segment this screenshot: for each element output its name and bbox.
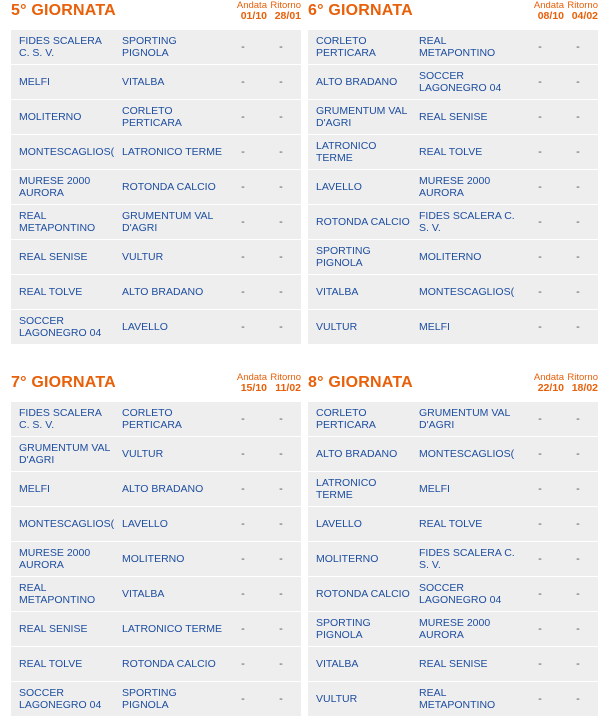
away-team[interactable]: LATRONICO TERME bbox=[122, 145, 222, 158]
round-title: 7° GIORNATA bbox=[11, 374, 116, 391]
leg-dates bbox=[530, 372, 598, 394]
home-team[interactable]: VULTUR bbox=[316, 692, 358, 705]
ritorno-score: - bbox=[279, 76, 283, 88]
home-team[interactable]: VITALBA bbox=[316, 285, 359, 298]
home-team[interactable]: ALTO BRADANO bbox=[316, 75, 398, 88]
ritorno-date: 04/02 bbox=[571, 10, 598, 22]
andata-score: - bbox=[538, 76, 542, 88]
andata-column bbox=[530, 372, 564, 394]
ritorno-column bbox=[564, 372, 598, 394]
match-row[interactable] bbox=[308, 472, 598, 507]
match-row[interactable] bbox=[308, 437, 598, 472]
ritorno-date: 28/01 bbox=[274, 10, 301, 22]
ritorno-score: - bbox=[576, 448, 580, 460]
away-team[interactable]: ALTO BRADANO bbox=[122, 285, 204, 298]
ritorno-score: - bbox=[279, 518, 283, 530]
match-list bbox=[11, 402, 301, 717]
andata-score: - bbox=[241, 553, 245, 565]
home-team[interactable]: REAL TOLVE bbox=[19, 285, 83, 298]
away-team[interactable]: MOLITERNO bbox=[419, 250, 482, 263]
match-row[interactable] bbox=[11, 647, 301, 682]
home-team[interactable]: GRUMENTUM VAL D'AGRI bbox=[19, 441, 111, 466]
home-team[interactable]: SOCCER LAGONEGRO 04 bbox=[19, 686, 102, 711]
ritorno-score: - bbox=[279, 413, 283, 425]
ritorno-column bbox=[564, 0, 598, 22]
away-team[interactable]: SOCCER LAGONEGRO 04 bbox=[419, 581, 502, 606]
andata-score: - bbox=[538, 181, 542, 193]
away-team[interactable]: MURESE 2000 AURORA bbox=[419, 616, 491, 641]
home-team[interactable]: LAVELLO bbox=[316, 517, 362, 530]
away-team[interactable]: REAL METAPONTINO bbox=[419, 686, 496, 711]
andata-score: - bbox=[241, 413, 245, 425]
match-row[interactable] bbox=[11, 472, 301, 507]
ritorno-score: - bbox=[576, 588, 580, 600]
away-team[interactable]: LATRONICO TERME bbox=[122, 622, 222, 635]
ritorno-score: - bbox=[576, 251, 580, 263]
ritorno-score: - bbox=[279, 146, 283, 158]
ritorno-score: - bbox=[576, 181, 580, 193]
andata-score: - bbox=[538, 413, 542, 425]
home-team[interactable]: ALTO BRADANO bbox=[316, 447, 398, 460]
home-team[interactable]: SOCCER LAGONEGRO 04 bbox=[19, 314, 102, 339]
leg-dates bbox=[233, 372, 301, 394]
match-row[interactable] bbox=[308, 275, 598, 310]
round-panel-6 bbox=[308, 0, 598, 345]
ritorno-score: - bbox=[279, 623, 283, 635]
ritorno-score: - bbox=[576, 41, 580, 53]
andata-score: - bbox=[241, 146, 245, 158]
round-title: 5° GIORNATA bbox=[11, 2, 116, 19]
ritorno-score: - bbox=[279, 448, 283, 460]
match-row[interactable] bbox=[11, 205, 301, 240]
andata-score: - bbox=[241, 448, 245, 460]
andata-date: 15/10 bbox=[240, 382, 267, 394]
away-team[interactable]: REAL TOLVE bbox=[419, 517, 483, 530]
andata-score: - bbox=[538, 146, 542, 158]
match-row[interactable] bbox=[308, 310, 598, 345]
away-team[interactable]: SPORTING PIGNOLA bbox=[122, 34, 177, 59]
match-row[interactable] bbox=[308, 240, 598, 275]
andata-score: - bbox=[241, 623, 245, 635]
match-list bbox=[308, 402, 598, 717]
away-team[interactable]: LAVELLO bbox=[122, 517, 168, 530]
away-team[interactable]: FIDES SCALERA C. S. V. bbox=[419, 546, 515, 571]
match-row[interactable] bbox=[11, 682, 301, 717]
andata-label: Andata bbox=[236, 372, 267, 383]
away-team[interactable]: REAL SENISE bbox=[419, 657, 488, 670]
home-team[interactable]: MELFI bbox=[19, 75, 50, 88]
home-team[interactable]: REAL TOLVE bbox=[19, 657, 83, 670]
ritorno-score: - bbox=[279, 251, 283, 263]
home-team[interactable]: MOLITERNO bbox=[316, 552, 379, 565]
away-team[interactable]: MELFI bbox=[419, 320, 450, 333]
andata-score: - bbox=[241, 588, 245, 600]
round-panel-8 bbox=[308, 372, 598, 717]
ritorno-score: - bbox=[576, 413, 580, 425]
leg-dates bbox=[530, 0, 598, 22]
home-team[interactable]: SPORTING PIGNOLA bbox=[316, 616, 371, 641]
ritorno-score: - bbox=[279, 321, 283, 333]
match-row[interactable] bbox=[11, 170, 301, 205]
ritorno-score: - bbox=[576, 658, 580, 670]
match-row[interactable] bbox=[11, 135, 301, 170]
andata-score: - bbox=[241, 181, 245, 193]
away-team[interactable]: CORLETO PERTICARA bbox=[122, 406, 182, 431]
away-team[interactable]: SOCCER LAGONEGRO 04 bbox=[419, 69, 502, 94]
andata-score: - bbox=[241, 286, 245, 298]
ritorno-score: - bbox=[576, 483, 580, 495]
home-team[interactable]: VULTUR bbox=[316, 320, 358, 333]
match-row[interactable] bbox=[11, 542, 301, 577]
andata-score: - bbox=[538, 553, 542, 565]
match-row[interactable] bbox=[308, 577, 598, 612]
andata-score: - bbox=[241, 518, 245, 530]
andata-score: - bbox=[538, 623, 542, 635]
home-team[interactable]: FIDES SCALERA C. S. V. bbox=[19, 34, 102, 59]
away-team[interactable]: VITALBA bbox=[122, 75, 165, 88]
ritorno-score: - bbox=[279, 181, 283, 193]
home-team[interactable]: MELFI bbox=[19, 482, 50, 495]
home-team[interactable]: ROTONDA CALCIO bbox=[316, 587, 410, 600]
ritorno-score: - bbox=[576, 111, 580, 123]
ritorno-score: - bbox=[279, 553, 283, 565]
andata-label: Andata bbox=[236, 0, 267, 11]
home-team[interactable]: FIDES SCALERA C. S. V. bbox=[19, 406, 102, 431]
home-team[interactable]: CORLETO PERTICARA bbox=[316, 406, 376, 431]
home-team[interactable]: MONTESCAGLIOS( bbox=[19, 145, 114, 158]
home-team[interactable]: GRUMENTUM VAL D'AGRI bbox=[316, 104, 408, 129]
match-row[interactable] bbox=[308, 612, 598, 647]
home-team[interactable]: LATRONICO TERME bbox=[316, 139, 377, 164]
match-row[interactable] bbox=[308, 30, 598, 65]
andata-score: - bbox=[241, 216, 245, 228]
round-header bbox=[308, 372, 598, 402]
ritorno-score: - bbox=[576, 216, 580, 228]
ritorno-score: - bbox=[576, 693, 580, 705]
ritorno-score: - bbox=[279, 41, 283, 53]
ritorno-score: - bbox=[576, 321, 580, 333]
ritorno-score: - bbox=[279, 111, 283, 123]
home-team[interactable]: MOLITERNO bbox=[19, 110, 82, 123]
andata-score: - bbox=[538, 251, 542, 263]
away-team[interactable]: GRUMENTUM VAL D'AGRI bbox=[122, 209, 214, 234]
home-team[interactable]: CORLETO PERTICARA bbox=[316, 34, 376, 59]
andata-score: - bbox=[538, 448, 542, 460]
andata-date: 01/10 bbox=[240, 10, 267, 22]
away-team[interactable]: MURESE 2000 AURORA bbox=[419, 174, 491, 199]
andata-column bbox=[233, 0, 267, 22]
away-team[interactable]: GRUMENTUM VAL D'AGRI bbox=[419, 406, 511, 431]
ritorno-label: Ritorno bbox=[270, 0, 301, 11]
match-row[interactable] bbox=[308, 170, 598, 205]
andata-score: - bbox=[538, 216, 542, 228]
round-panel-7 bbox=[11, 372, 301, 717]
andata-score: - bbox=[538, 518, 542, 530]
match-row[interactable] bbox=[11, 577, 301, 612]
round-panel-5 bbox=[11, 0, 301, 345]
away-team[interactable]: MOLITERNO bbox=[122, 552, 185, 565]
match-row[interactable] bbox=[308, 205, 598, 240]
andata-score: - bbox=[538, 286, 542, 298]
away-team[interactable]: ROTONDA CALCIO bbox=[122, 657, 216, 670]
match-row[interactable] bbox=[11, 507, 301, 542]
home-team[interactable]: MONTESCAGLIOS( bbox=[19, 517, 114, 530]
away-team[interactable]: CORLETO PERTICARA bbox=[122, 104, 182, 129]
match-row[interactable] bbox=[11, 30, 301, 65]
match-row[interactable] bbox=[11, 275, 301, 310]
andata-score: - bbox=[538, 588, 542, 600]
match-list bbox=[308, 30, 598, 345]
away-team[interactable]: ALTO BRADANO bbox=[122, 482, 204, 495]
ritorno-label: Ritorno bbox=[270, 372, 301, 383]
andata-score: - bbox=[538, 693, 542, 705]
round-title: 6° GIORNATA bbox=[308, 2, 413, 19]
away-team[interactable]: VULTUR bbox=[122, 250, 164, 263]
ritorno-score: - bbox=[576, 76, 580, 88]
andata-score: - bbox=[241, 483, 245, 495]
ritorno-score: - bbox=[576, 146, 580, 158]
away-team[interactable]: FIDES SCALERA C. S. V. bbox=[419, 209, 515, 234]
home-team[interactable]: ROTONDA CALCIO bbox=[316, 215, 410, 228]
andata-label: Andata bbox=[533, 0, 564, 11]
andata-score: - bbox=[241, 111, 245, 123]
home-team[interactable]: REAL METAPONTINO bbox=[19, 581, 96, 606]
ritorno-date: 18/02 bbox=[571, 382, 598, 394]
home-team[interactable]: REAL SENISE bbox=[19, 622, 88, 635]
match-row[interactable] bbox=[308, 507, 598, 542]
match-row[interactable] bbox=[11, 437, 301, 472]
andata-label: Andata bbox=[533, 372, 564, 383]
match-row[interactable] bbox=[11, 65, 301, 100]
match-row[interactable] bbox=[308, 542, 598, 577]
away-team[interactable]: MONTESCAGLIOS( bbox=[419, 447, 515, 460]
leg-dates bbox=[233, 0, 301, 22]
ritorno-score: - bbox=[279, 483, 283, 495]
home-team[interactable]: REAL SENISE bbox=[19, 250, 88, 263]
match-row[interactable] bbox=[308, 65, 598, 100]
andata-column bbox=[530, 0, 564, 22]
ritorno-label: Ritorno bbox=[567, 372, 598, 383]
andata-column bbox=[233, 372, 267, 394]
away-team[interactable]: REAL TOLVE bbox=[419, 145, 483, 158]
away-team[interactable]: SPORTING PIGNOLA bbox=[122, 686, 177, 711]
andata-score: - bbox=[241, 321, 245, 333]
home-team[interactable]: REAL METAPONTINO bbox=[19, 209, 96, 234]
andata-score: - bbox=[538, 483, 542, 495]
ritorno-score: - bbox=[279, 658, 283, 670]
away-team[interactable]: VULTUR bbox=[122, 447, 164, 460]
andata-score: - bbox=[538, 111, 542, 123]
andata-score: - bbox=[241, 41, 245, 53]
away-team[interactable]: MONTESCAGLIOS( bbox=[419, 285, 515, 298]
ritorno-column bbox=[267, 0, 301, 22]
home-team[interactable]: SPORTING PIGNOLA bbox=[316, 244, 371, 269]
ritorno-label: Ritorno bbox=[567, 0, 598, 11]
andata-score: - bbox=[538, 41, 542, 53]
ritorno-score: - bbox=[279, 286, 283, 298]
match-list bbox=[11, 30, 301, 345]
andata-score: - bbox=[241, 76, 245, 88]
andata-score: - bbox=[241, 251, 245, 263]
andata-score: - bbox=[538, 658, 542, 670]
home-team[interactable]: MURESE 2000 AURORA bbox=[19, 546, 91, 571]
match-row[interactable] bbox=[308, 402, 598, 437]
ritorno-score: - bbox=[279, 588, 283, 600]
away-team[interactable]: ROTONDA CALCIO bbox=[122, 180, 216, 193]
home-team[interactable]: MURESE 2000 AURORA bbox=[19, 174, 91, 199]
andata-score: - bbox=[241, 658, 245, 670]
match-row[interactable] bbox=[308, 647, 598, 682]
match-row[interactable] bbox=[308, 135, 598, 170]
match-row[interactable] bbox=[308, 100, 598, 135]
ritorno-column bbox=[267, 372, 301, 394]
match-row[interactable] bbox=[11, 612, 301, 647]
ritorno-date: 11/02 bbox=[275, 382, 301, 394]
away-team[interactable]: MELFI bbox=[419, 482, 450, 495]
match-row[interactable] bbox=[11, 100, 301, 135]
andata-score: - bbox=[241, 693, 245, 705]
ritorno-score: - bbox=[279, 693, 283, 705]
round-header bbox=[11, 372, 301, 402]
ritorno-score: - bbox=[576, 623, 580, 635]
ritorno-score: - bbox=[576, 518, 580, 530]
andata-date: 08/10 bbox=[537, 10, 564, 22]
round-header bbox=[11, 0, 301, 30]
home-team[interactable]: VITALBA bbox=[316, 657, 359, 670]
round-title: 8° GIORNATA bbox=[308, 374, 413, 391]
away-team[interactable]: LAVELLO bbox=[122, 320, 168, 333]
match-row[interactable] bbox=[11, 310, 301, 345]
match-row[interactable] bbox=[11, 240, 301, 275]
away-team[interactable]: VITALBA bbox=[122, 587, 165, 600]
ritorno-score: - bbox=[576, 553, 580, 565]
ritorno-score: - bbox=[279, 216, 283, 228]
ritorno-score: - bbox=[576, 286, 580, 298]
away-team[interactable]: REAL METAPONTINO bbox=[419, 34, 496, 59]
home-team[interactable]: LAVELLO bbox=[316, 180, 362, 193]
away-team[interactable]: REAL SENISE bbox=[419, 110, 488, 123]
andata-date: 22/10 bbox=[537, 382, 564, 394]
round-header bbox=[308, 0, 598, 30]
andata-score: - bbox=[538, 321, 542, 333]
match-row[interactable] bbox=[308, 682, 598, 717]
match-row[interactable] bbox=[11, 402, 301, 437]
home-team[interactable]: LATRONICO TERME bbox=[316, 476, 377, 501]
